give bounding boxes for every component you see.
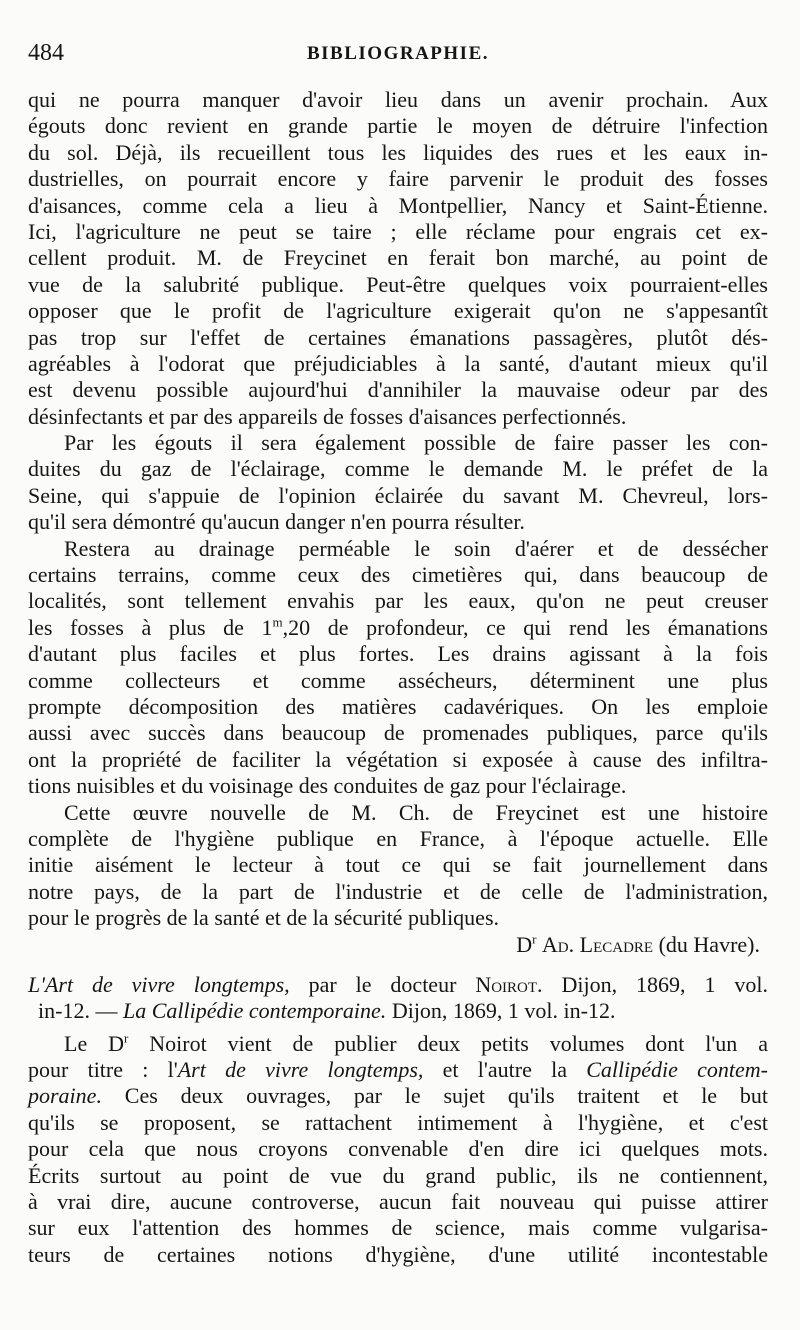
text-line bbox=[28, 1083, 768, 1109]
text-line: tions nuisibles et du voisinage des conduites de gaz pour l'éclairage. bbox=[28, 773, 627, 799]
text-line: est devenu possible aujourd'hui d'annihiler la mauvaise odeur par des bbox=[28, 377, 768, 403]
text-line: qu'ils se proposent, se rattachent intimement à l'hygiène, et c'est bbox=[28, 1109, 768, 1135]
entry-title: Art de vivre longtemps, bbox=[177, 1057, 424, 1083]
reference-author: Noirot. bbox=[475, 971, 543, 997]
entry-text: Le D bbox=[64, 1030, 125, 1056]
entry-text: pour titre : l' bbox=[28, 1057, 178, 1083]
entry-sup: r bbox=[124, 1030, 129, 1046]
page-number: 484 bbox=[28, 40, 64, 66]
text-line bbox=[28, 1057, 768, 1083]
text-line: duites du gaz de l'éclairage, comme le demande M. le préfet de la bbox=[28, 456, 768, 482]
entry-text: et l'autre la bbox=[423, 1057, 587, 1083]
reference-text: Dijon, 1869, 1 vol. bbox=[542, 971, 768, 997]
reference-line bbox=[28, 998, 768, 1024]
text-line: certains terrains, comme ceux des cimetières qui, dans beaucoup de bbox=[28, 562, 768, 588]
entry-title: Callipédie contem- bbox=[586, 1057, 768, 1083]
text-line: sur eux l'attention des hommes de science, mais comme vulgarisa- bbox=[28, 1215, 768, 1241]
signature-name: Ad. Lecadre bbox=[541, 931, 654, 957]
signature-title: D bbox=[516, 931, 533, 957]
text-line: Écrits surtout au point de vue du grand public, ils ne contiennent, bbox=[28, 1162, 768, 1188]
text-line: teurs de certaines notions d'hygiène, d'une utilité incontestable bbox=[28, 1241, 768, 1267]
reference-line bbox=[28, 972, 768, 998]
text-line: à vrai dire, aucune controverse, aucun fait nouveau qui puisse attirer bbox=[28, 1189, 768, 1215]
text-line: initie aisément le lecteur à tout ce qui se fait journellement dans bbox=[28, 852, 768, 878]
page-header bbox=[28, 40, 768, 74]
text-line: notre pays, de la part de l'industrie et de celle de l'administration, bbox=[28, 878, 768, 904]
entry-text: Ces deux ouvrages, par le sujet qu'ils traitent et le but bbox=[101, 1083, 768, 1109]
text-line: d'aisances, comme cela a lieu à Montpellier, Nancy et Saint-Étienne. bbox=[28, 192, 768, 218]
text-line: désinfectants et par des appareils de fosses d'aisances perfectionnés. bbox=[28, 403, 627, 429]
text-line: agréables à l'odorat que préjudiciables à la santé, d'autant mieux qu'il bbox=[28, 350, 768, 376]
text-line: pas trop sur l'effet de certaines émanations passagères, plutôt dés- bbox=[28, 324, 768, 350]
text-line: prompte décomposition des matières cadavériques. On les emploie bbox=[28, 693, 768, 719]
text-line: dustrielles, on pourrait encore y faire parvenir le produit des fosses bbox=[28, 166, 768, 192]
text-line: Ici, l'agriculture ne peut se taire ; elle réclame pour engrais cet ex- bbox=[28, 218, 768, 244]
paragraph-start-line: Restera au drainage perméable le soin d'aérer et de dessécher bbox=[64, 535, 768, 561]
review-signature bbox=[28, 932, 768, 958]
text-line: aussi avec succès dans beaucoup de promenades publiques, parce qu'ils bbox=[28, 720, 768, 746]
depth-unit: m bbox=[272, 614, 283, 630]
text-line: opposer que le profit de l'agriculture exigerait qu'on ne s'appesantît bbox=[28, 298, 768, 324]
text-line: comme collecteurs et comme assécheurs, déterminent une plus bbox=[28, 667, 768, 693]
text-line: égouts donc revient en grande partie le moyen de détruire l'infection bbox=[28, 113, 768, 139]
text-line: ont la propriété de faciliter la végétation si exposée à cause des infiltra- bbox=[28, 746, 768, 772]
signature-title-sup: r bbox=[532, 931, 537, 947]
reference-text: in-12. — bbox=[38, 998, 123, 1024]
depth-text-before: les fosses à plus de bbox=[28, 614, 262, 640]
paragraph-start-line: Par les égouts il sera également possible de faire passer les con- bbox=[64, 430, 768, 456]
text-line: localités, sont tellement envahis par les eaux, qu'on ne peut creuser bbox=[28, 588, 768, 614]
depth-value: 1 bbox=[261, 614, 273, 640]
text-line-depth bbox=[28, 615, 768, 641]
paragraph-start-line bbox=[28, 1031, 768, 1057]
reference-title: La Callipédie contemporaine. bbox=[122, 998, 387, 1024]
text-line: d'autant plus faciles et plus fortes. Les drains agissant à la fois bbox=[28, 641, 768, 667]
reference-title: L'Art de vivre longtemps, bbox=[28, 971, 290, 997]
reference-text: Dijon, 1869, 1 vol. in-12. bbox=[386, 998, 616, 1024]
text-line: pour le progrès de la santé et de la sécurité publiques. bbox=[28, 905, 500, 931]
entry-text: Noirot vient de publier deux petits volumes dont l'un a bbox=[128, 1030, 768, 1056]
text-line: complète de l'hygiène publique en France, à l'époque actuelle. Elle bbox=[28, 825, 768, 851]
text-line: cellent produit. M. de Freycinet en ferait bon marché, au point de bbox=[28, 245, 768, 271]
text-line: qui ne pourra manquer d'avoir lieu dans un avenir prochain. Aux bbox=[28, 87, 768, 112]
running-head: BIBLIOGRAPHIE. bbox=[306, 43, 489, 64]
entry-title: poraine. bbox=[28, 1083, 102, 1109]
text-line: pour cela que nous croyons convenable d'en dire ici quelques mots. bbox=[28, 1136, 768, 1162]
paragraph-start-line: Cette œuvre nouvelle de M. Ch. de Freycinet est une histoire bbox=[64, 799, 768, 825]
text-line: Seine, qui s'appuie de l'opinion éclairée du savant M. Chevreul, lors- bbox=[28, 482, 768, 508]
section-gap bbox=[28, 958, 768, 972]
body-text bbox=[28, 87, 768, 1268]
signature-place: (du Havre). bbox=[658, 931, 760, 957]
text-line: vue de la salubrité publique. Peut-être quelques voix pourraient-elles bbox=[28, 271, 768, 297]
reference-text: par le docteur bbox=[289, 971, 476, 997]
text-line: du sol. Déjà, ils recueillent tous les liquides des rues et les eaux in- bbox=[28, 139, 768, 165]
depth-text-after: ,20 de profondeur, ce qui rend les émanations bbox=[282, 614, 768, 640]
text-line: qu'il sera démontré qu'aucun danger n'en pourra résulter. bbox=[28, 509, 525, 535]
